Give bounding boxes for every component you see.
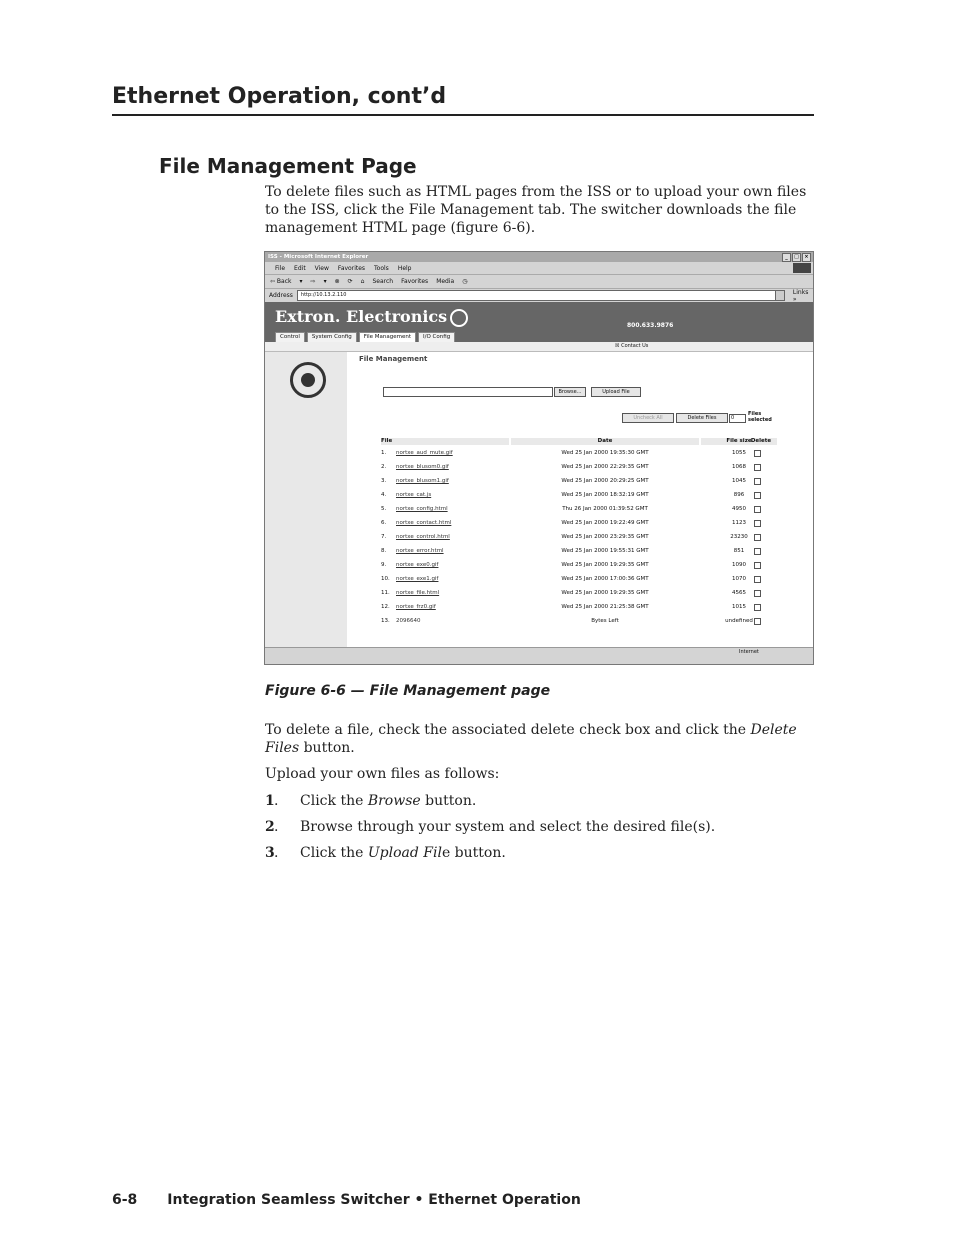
- delete-checkbox[interactable]: [754, 590, 761, 597]
- file-size: undefined: [725, 618, 753, 624]
- extron-banner: [265, 302, 813, 342]
- table-row: [381, 560, 781, 570]
- row-number: 13.: [381, 618, 390, 624]
- menu-file[interactable]: File: [275, 264, 286, 272]
- files-selected-line2: selected: [748, 417, 772, 423]
- file-size: 851: [733, 548, 745, 554]
- delete-checkbox[interactable]: [754, 464, 761, 471]
- back-button[interactable]: ⇦ Back: [270, 278, 292, 285]
- delete-checkbox[interactable]: [754, 562, 761, 569]
- footer-text: Integration Seamless Switcher • Ethernet Operation: [167, 1192, 581, 1208]
- window-title: ISS - Microsoft Internet Explorer: [268, 254, 369, 260]
- section-title: File Management Page: [159, 154, 417, 178]
- file-size: 1070: [732, 576, 746, 582]
- step-emphasis: Upload Fil: [367, 845, 442, 861]
- table-row: [381, 588, 781, 598]
- favorites-button[interactable]: Favorites: [401, 278, 429, 285]
- file-date: Wed 25 Jan 2000 20:29:25 GMT: [561, 478, 649, 484]
- table-row: [381, 504, 781, 514]
- brand-name: Extron. Electronics: [275, 307, 448, 326]
- menu-view[interactable]: View: [314, 264, 329, 272]
- file-link[interactable]: nortxe_blusom1.gif: [396, 478, 449, 484]
- forward-button[interactable]: ⇨: [310, 278, 316, 285]
- files-selected-line1: Files: [748, 411, 762, 417]
- windows-logo-icon: [793, 263, 811, 273]
- file-link[interactable]: nortxe_config.html: [396, 506, 448, 512]
- column-file: File: [381, 438, 509, 445]
- file-date: Wed 25 Jan 2000 22:29:35 GMT: [561, 464, 649, 470]
- left-panel: [265, 352, 347, 656]
- search-button[interactable]: Search: [372, 278, 394, 285]
- delete-checkbox[interactable]: [754, 618, 761, 625]
- row-number: 1.: [381, 450, 387, 456]
- file-link[interactable]: nortxe_contact.html: [396, 520, 452, 526]
- upload-file-button[interactable]: Upload File: [591, 387, 641, 397]
- table-row: [381, 546, 781, 556]
- file-size: 896: [733, 492, 745, 498]
- menu-help[interactable]: Help: [397, 264, 412, 272]
- menu-edit[interactable]: Edit: [294, 264, 306, 272]
- contact-us-link[interactable]: ☒ Contact Us: [615, 343, 649, 349]
- row-number: 11.: [381, 590, 390, 596]
- delete-checkbox[interactable]: [754, 506, 761, 513]
- file-size: 1055: [732, 450, 746, 456]
- file-path-input[interactable]: [383, 387, 553, 397]
- file-management-content: [347, 352, 813, 656]
- maximize-icon[interactable]: □: [792, 253, 801, 262]
- contact-bar: [265, 342, 813, 352]
- table-row: [381, 490, 781, 500]
- delete-checkbox[interactable]: [754, 492, 761, 499]
- file-date: Wed 25 Jan 2000 17:00:36 GMT: [561, 576, 649, 582]
- file-size: 1123: [732, 520, 746, 526]
- file-management-title: File Management: [359, 355, 428, 363]
- file-date: Wed 25 Jan 2000 19:35:30 GMT: [561, 450, 649, 456]
- delete-checkbox[interactable]: [754, 450, 761, 457]
- delete-checkbox[interactable]: [754, 604, 761, 611]
- page-number: 6-8: [112, 1192, 138, 1208]
- tab-system-config[interactable]: System Config: [307, 332, 357, 342]
- delete-files-emphasis: Delete Files: [265, 722, 797, 756]
- file-size: 23230: [730, 534, 748, 540]
- seal-logo-icon: [290, 362, 326, 398]
- row-number: 7.: [381, 534, 387, 540]
- page-header-title: Ethernet Operation, cont’d: [112, 84, 447, 109]
- delete-checkbox[interactable]: [754, 478, 761, 485]
- menu-bar: [265, 262, 813, 275]
- page-tabs: [275, 332, 455, 342]
- file-table-header: [381, 438, 781, 445]
- delete-text-after: button.: [299, 740, 355, 756]
- file-link[interactable]: nortxe_aud_mute.gif: [396, 450, 453, 456]
- figure-caption: Figure 6-6 — File Management page: [265, 683, 551, 699]
- delete-checkbox[interactable]: [754, 520, 761, 527]
- tab-file-management[interactable]: File Management: [359, 332, 416, 342]
- file-link[interactable]: nortxe_exe0.gif: [396, 562, 439, 568]
- bytes-left-value: 2096640: [396, 618, 421, 624]
- row-number: 9.: [381, 562, 387, 568]
- stop-icon[interactable]: ⊗: [334, 278, 340, 285]
- step-number: 2: [265, 819, 275, 835]
- forward-dropdown-icon[interactable]: ▾: [323, 278, 327, 285]
- browser-toolbar: [265, 275, 813, 289]
- close-icon[interactable]: ×: [802, 253, 811, 262]
- brand-logo: [275, 307, 468, 327]
- file-size: 4950: [732, 506, 746, 512]
- table-row: [381, 518, 781, 528]
- file-date: Wed 25 Jan 2000 19:29:35 GMT: [561, 590, 649, 596]
- upload-paragraph: Upload your own files as follows:: [265, 766, 500, 782]
- minimize-icon[interactable]: _: [782, 253, 791, 262]
- delete-checkbox[interactable]: [754, 534, 761, 541]
- table-row: [381, 462, 781, 472]
- address-input[interactable]: [297, 290, 785, 301]
- file-date: Wed 25 Jan 2000 23:29:35 GMT: [561, 534, 649, 540]
- row-number: 12.: [381, 604, 390, 610]
- step-emphasis: Browse: [367, 793, 421, 809]
- status-bar: [265, 647, 813, 656]
- delete-checkbox[interactable]: [754, 548, 761, 555]
- uncheck-all-button[interactable]: Uncheck All: [622, 413, 674, 423]
- row-number: 5.: [381, 506, 387, 512]
- menu-favorites[interactable]: Favorites: [337, 264, 366, 272]
- home-icon[interactable]: ⌂: [360, 278, 365, 285]
- file-date: Wed 25 Jan 2000 19:55:31 GMT: [561, 548, 649, 554]
- page-footer: [112, 1192, 581, 1208]
- file-date: Bytes Left: [591, 618, 619, 624]
- browse-button[interactable]: Browse...: [554, 387, 586, 397]
- history-icon[interactable]: ◷: [462, 278, 468, 285]
- file-date: Wed 25 Jan 2000 19:22:49 GMT: [561, 520, 649, 526]
- file-size: 1090: [732, 562, 746, 568]
- file-link[interactable]: nortxe_cat.js: [396, 492, 432, 498]
- table-row: [381, 476, 781, 486]
- file-link[interactable]: nortxe_frz0.gif: [396, 604, 436, 610]
- column-date: Date: [511, 438, 699, 445]
- menu-tools[interactable]: Tools: [374, 264, 389, 272]
- links-button[interactable]: Links »: [792, 288, 809, 303]
- file-date: Wed 25 Jan 2000 19:29:35 GMT: [561, 562, 649, 568]
- step-number: 3: [265, 845, 275, 861]
- refresh-icon[interactable]: ⟳: [347, 278, 353, 285]
- status-zone: Internet: [739, 649, 759, 655]
- step-text-before: Click the: [300, 845, 368, 861]
- table-row: [381, 532, 781, 542]
- extron-logo-icon: [450, 309, 468, 327]
- window-titlebar: [265, 252, 813, 262]
- file-date: Thu 26 Jan 2000 01:39:52 GMT: [562, 506, 648, 512]
- column-file-size: File size: [701, 438, 777, 445]
- address-label: Address: [269, 292, 293, 299]
- file-size: 1068: [732, 464, 746, 470]
- files-selected-count: 0: [729, 414, 746, 423]
- web-page: [265, 302, 813, 656]
- delete-text-before: To delete a file, check the associated delete check box and click the: [265, 722, 751, 738]
- step-text-before: Click the: [300, 793, 368, 809]
- media-button[interactable]: Media: [436, 278, 455, 285]
- delete-checkbox[interactable]: [754, 576, 761, 583]
- step-number: 1: [265, 793, 275, 809]
- tab-control[interactable]: Control: [275, 332, 305, 342]
- file-link[interactable]: nortxe_blusom0.gif: [396, 464, 449, 470]
- row-number: 10.: [381, 576, 390, 582]
- row-number: 3.: [381, 478, 387, 484]
- file-link[interactable]: nortxe_error.html: [396, 548, 444, 554]
- table-row: [381, 574, 781, 584]
- delete-files-button[interactable]: Delete Files: [676, 413, 728, 423]
- row-number: 8.: [381, 548, 387, 554]
- browser-screenshot: [264, 251, 814, 665]
- file-date: Wed 25 Jan 2000 18:32:19 GMT: [561, 492, 649, 498]
- column-delete: Delete: [750, 438, 772, 444]
- delete-paragraph: [265, 721, 810, 757]
- address-bar: [265, 289, 813, 303]
- file-link[interactable]: nortxe_exe1.gif: [396, 576, 439, 582]
- row-number: 6.: [381, 520, 387, 526]
- header-rule: [112, 114, 814, 116]
- file-date: Wed 25 Jan 2000 21:25:38 GMT: [561, 604, 649, 610]
- row-number: 4.: [381, 492, 387, 498]
- back-dropdown-icon[interactable]: ▾: [299, 278, 303, 285]
- table-row: [381, 602, 781, 612]
- step-text-before: Browse through your system and select the desired file(s).: [300, 819, 716, 835]
- step-text-after: button.: [420, 793, 477, 809]
- file-size: 4565: [732, 590, 746, 596]
- row-number: 2.: [381, 464, 387, 470]
- intro-paragraph: To delete files such as HTML pages from the ISS or to upload your own files to the ISS, click the File Management tab. The switcher downloads the file management HTML page (figure 6-6).: [265, 184, 807, 236]
- phone-number: 800.633.9876: [627, 322, 674, 329]
- step-text-after: e button.: [441, 845, 506, 861]
- file-link[interactable]: nortxe_control.html: [396, 534, 450, 540]
- address-value: http://10.13.2.110: [300, 292, 347, 298]
- file-size: 1015: [732, 604, 746, 610]
- table-row: [381, 448, 781, 458]
- file-link[interactable]: nortxe_file.html: [396, 590, 440, 596]
- file-size: 1045: [732, 478, 746, 484]
- files-selected-label: [748, 411, 772, 423]
- table-row: [381, 616, 781, 626]
- address-dropdown-icon[interactable]: [775, 291, 784, 300]
- tab-io-config[interactable]: I/O Config: [418, 332, 455, 342]
